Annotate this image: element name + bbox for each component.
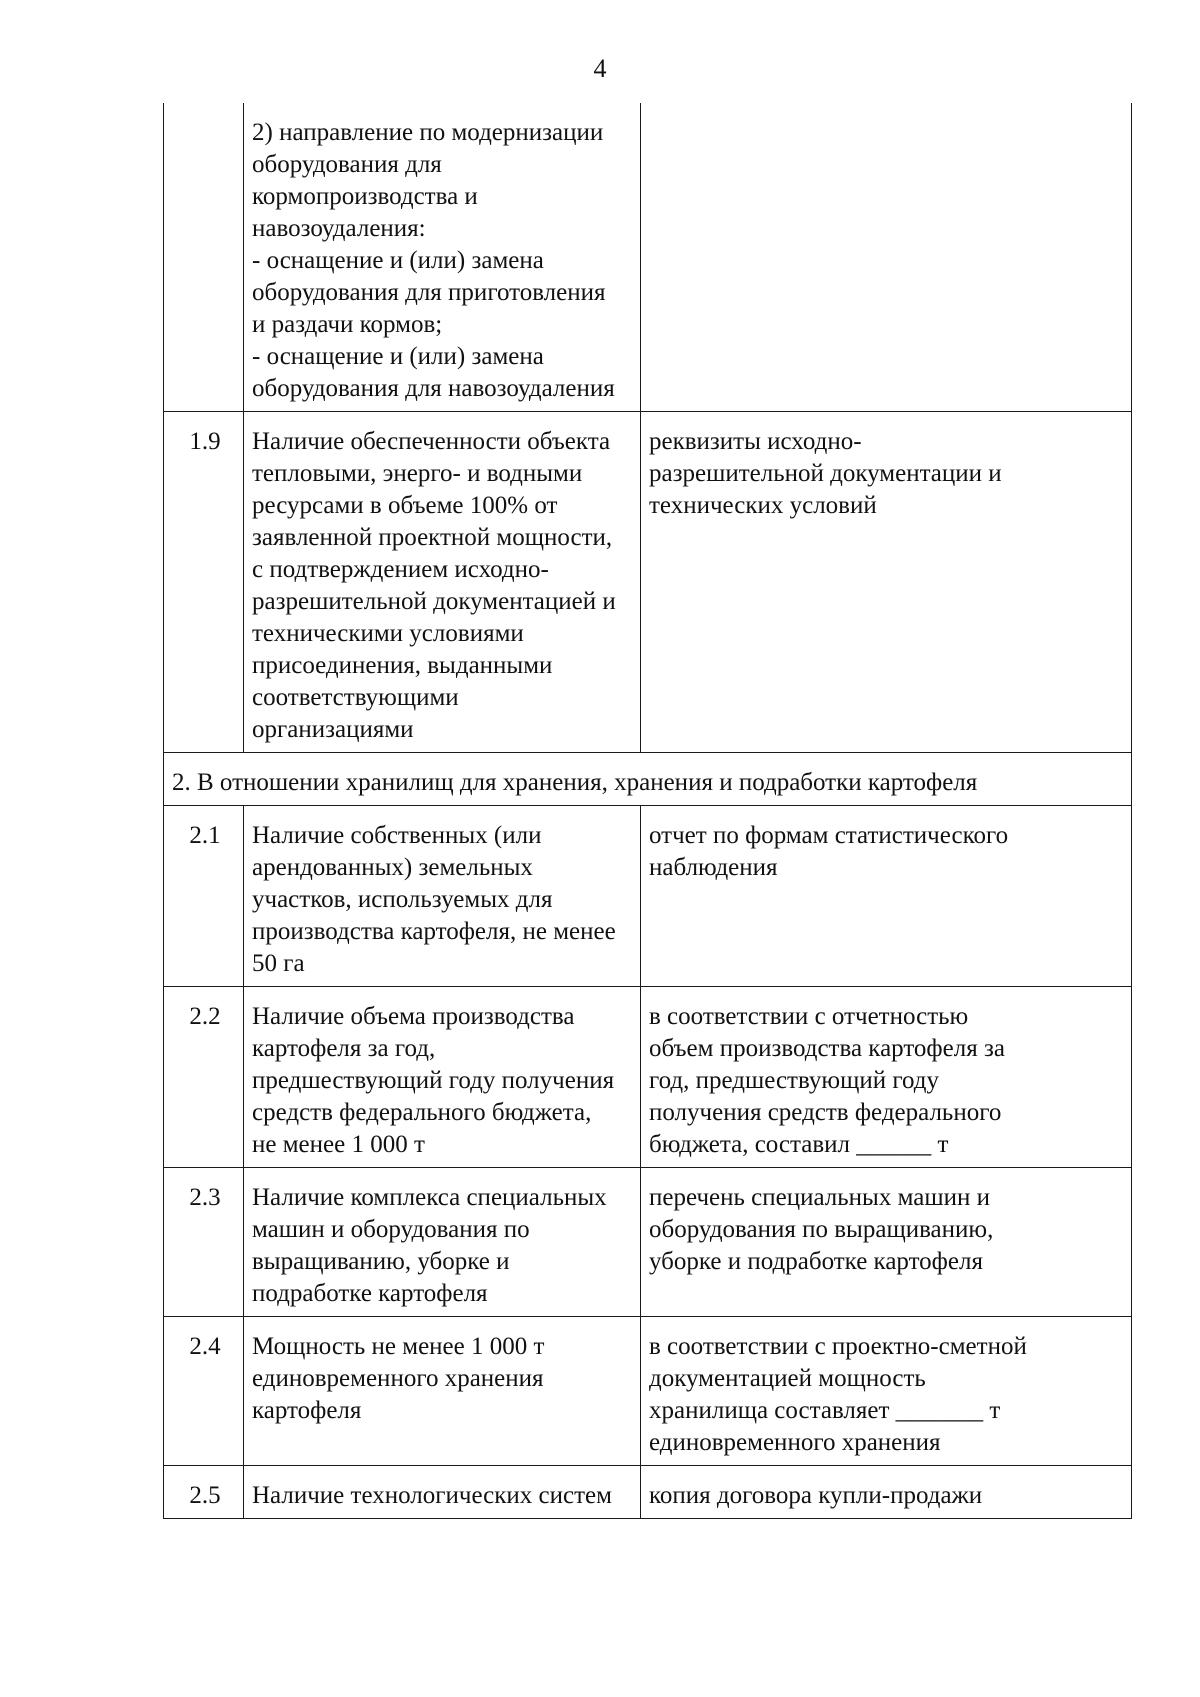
criterion-text-line: картофеля за год, xyxy=(252,1035,436,1062)
criteria-table xyxy=(163,103,1132,1519)
criterion-text-line: средств федерального бюджета, xyxy=(252,1099,592,1126)
criterion-text-line: навозоудаления: xyxy=(252,215,426,242)
row-number: 1.9 xyxy=(164,412,244,753)
criterion-text-line: Наличие технологических систем xyxy=(252,1482,612,1509)
criterion-text-line: подработке картофеля xyxy=(252,1280,488,1307)
document-text-line: получения средств федерального xyxy=(649,1099,1002,1126)
criterion-text-line: картофеля xyxy=(252,1397,362,1424)
criterion-text-line: кормопроизводства и xyxy=(252,183,478,210)
criterion-text-line: 50 га xyxy=(252,950,305,977)
criterion-text-line: выращиванию, уборке и xyxy=(252,1248,510,1275)
document-cell xyxy=(641,806,1132,987)
criterion-cell xyxy=(244,412,641,753)
document-text-line: в соответствии с проектно-сметной xyxy=(649,1333,1027,1360)
criterion-text-line: заявленной проектной мощности, xyxy=(252,524,613,551)
criterion-text-line: Наличие собственных (или xyxy=(252,822,542,849)
document-text-line: копия договора купли-продажи xyxy=(649,1482,983,1509)
document-text-line: реквизиты исходно- xyxy=(649,428,862,455)
criterion-text-line: Мощность не менее 1 000 т xyxy=(252,1333,545,1360)
document-cell xyxy=(641,1466,1132,1519)
document-text-line: единовременного хранения xyxy=(649,1429,941,1456)
criterion-cell xyxy=(244,1317,641,1466)
criterion-text-line: производства картофеля, не менее xyxy=(252,918,616,945)
criterion-text-line: - оснащение и (или) замена xyxy=(252,343,544,370)
document-text-line: отчет по формам статистического xyxy=(649,822,1009,849)
document-text-line: документацией мощность xyxy=(649,1365,926,1392)
document-cell xyxy=(641,103,1132,412)
criterion-cell xyxy=(244,1168,641,1317)
document-text-line: оборудования по выращиванию, xyxy=(649,1216,994,1243)
document-text-line: перечень специальных машин и xyxy=(649,1184,990,1211)
document-text-line: хранилища составляет _______ т xyxy=(649,1397,1001,1424)
table-row xyxy=(164,412,1132,753)
table-row xyxy=(164,1466,1132,1519)
row-number: 2.1 xyxy=(164,806,244,987)
criterion-cell xyxy=(244,103,641,412)
criterion-text-line: Наличие объема производства xyxy=(252,1003,575,1030)
page-number: 4 xyxy=(593,54,607,83)
criterion-text-line: предшествующий году получения xyxy=(252,1067,615,1094)
document-text-line: объем производства картофеля за xyxy=(649,1035,1005,1062)
document-text-line: бюджета, составил ______ т xyxy=(649,1131,949,1158)
criterion-text-line: техническими условиями xyxy=(252,620,524,647)
table-row xyxy=(164,1168,1132,1317)
document-cell xyxy=(641,412,1132,753)
criterion-text-line: тепловыми, энерго- и водными xyxy=(252,460,583,487)
criterion-text-line: участков, используемых для xyxy=(252,886,553,913)
criterion-text-line: 2) направление по модернизации xyxy=(252,119,604,146)
criterion-text-line: машин и оборудования по xyxy=(252,1216,530,1243)
document-cell xyxy=(641,1168,1132,1317)
criterion-text-line: единовременного хранения xyxy=(252,1365,544,1392)
section-header-row xyxy=(164,753,1132,806)
section-header: 2. В отношении хранилищ для хранения, хранения и подработки картофеля xyxy=(164,753,1132,806)
criterion-text-line: присоединения, выданными xyxy=(252,652,553,679)
row-number: 2.3 xyxy=(164,1168,244,1317)
document-text-line: технических условий xyxy=(649,492,877,519)
row-number: 2.2 xyxy=(164,987,244,1168)
document-text-line: разрешительной документации и xyxy=(649,460,1002,487)
document-text-line: год, предшествующий году xyxy=(649,1067,940,1094)
criterion-text-line: организациями xyxy=(252,716,414,743)
criterion-text-line: с подтверждением исходно- xyxy=(252,556,549,583)
criterion-text-line: ресурсами в объеме 100% от xyxy=(252,492,558,519)
document-cell xyxy=(641,987,1132,1168)
criterion-text-line: разрешительной документацией и xyxy=(252,588,616,615)
row-number: 2.4 xyxy=(164,1317,244,1466)
table-row xyxy=(164,987,1132,1168)
criterion-text-line: и раздачи кормов; xyxy=(252,311,443,338)
document-text-line: в соответствии с отчетностью xyxy=(649,1003,969,1030)
criterion-text-line: - оснащение и (или) замена xyxy=(252,247,544,274)
table-row xyxy=(164,806,1132,987)
criterion-cell xyxy=(244,806,641,987)
table-row xyxy=(164,103,1132,412)
criterion-text-line: арендованных) земельных xyxy=(252,854,533,881)
criterion-cell xyxy=(244,1466,641,1519)
criterion-text-line: оборудования для навозоудаления xyxy=(252,375,615,402)
row-number xyxy=(164,103,244,412)
criterion-text-line: Наличие комплекса специальных xyxy=(252,1184,607,1211)
criterion-cell xyxy=(244,987,641,1168)
document-text-line: наблюдения xyxy=(649,854,778,881)
criterion-text-line: оборудования для xyxy=(252,151,442,178)
document-text-line: уборке и подработке картофеля xyxy=(649,1248,983,1275)
criteria-table-body xyxy=(164,103,1132,1519)
document-cell xyxy=(641,1317,1132,1466)
row-number: 2.5 xyxy=(164,1466,244,1519)
criterion-text-line: соответствующими xyxy=(252,684,459,711)
criterion-text-line: Наличие обеспеченности объекта xyxy=(252,428,611,455)
criterion-text-line: оборудования для приготовления xyxy=(252,279,606,306)
table-row xyxy=(164,1317,1132,1466)
criterion-text-line: не менее 1 000 т xyxy=(252,1131,425,1158)
